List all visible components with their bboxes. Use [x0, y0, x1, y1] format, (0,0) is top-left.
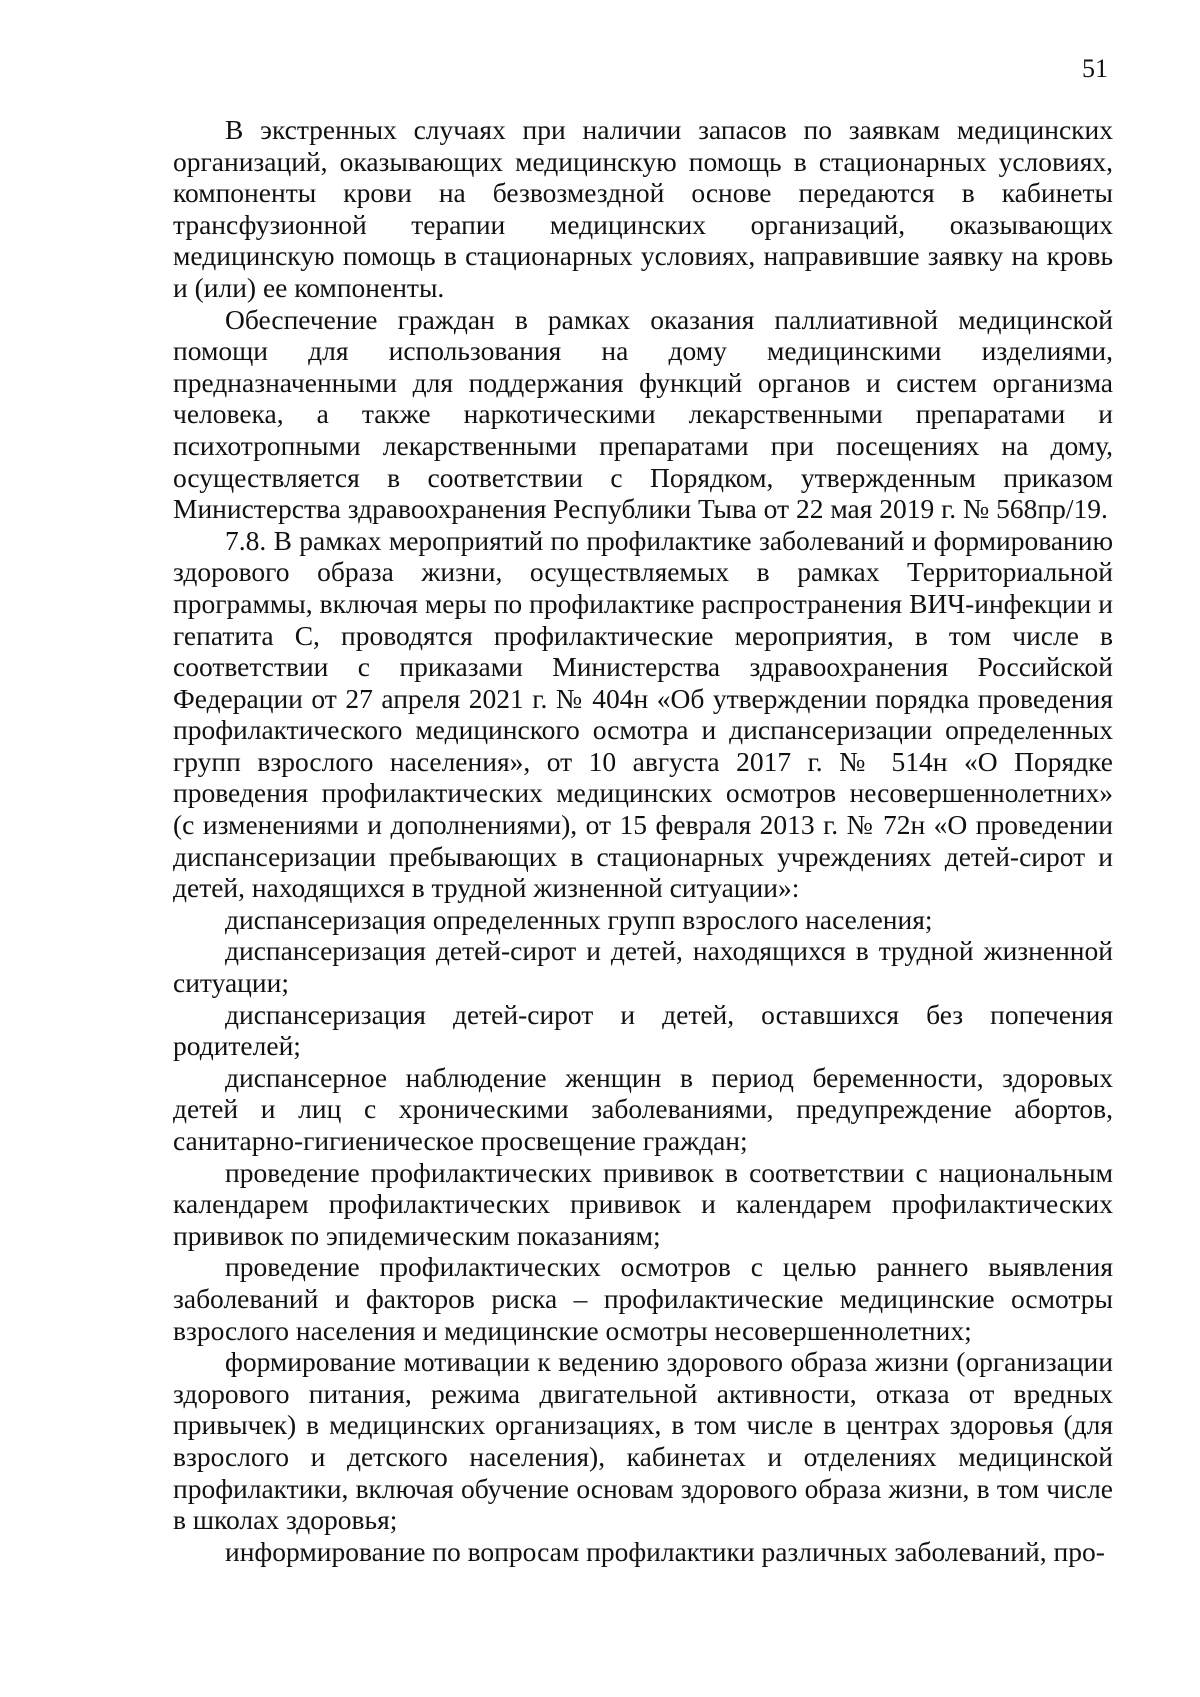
list-item: формирование мотивации к ведению здорового образа жизни (организации здорового питания, режима двигательной активности, отказа от вредных привычек) в медицинских организациях, в том числе в центрах здоровья (для взрослого и детского населения), кабинетах и отделениях медицинской профилактики, включая обучение основам здорового образа жизни, в том числе в школах здоровья;	[173, 1346, 1113, 1536]
paragraph: 7.8. В рамках мероприятий по профилактике заболеваний и формированию здорового образа жизни, осуществляемых в рамках Территориальной программы, включая меры по профилактике распространения ВИЧ-инфекции и гепатита С, проводятся профилактические мероприятия, в том числе в соответствии с приказами Министерства здравоохранения Российской Федерации от 27 апреля 2021 г. № 404н «Об утверждении порядка проведения профилактического медицинского осмотра и диспансеризации определенных групп взрослого населения», от 10 августа 2017 г. № 514н «О Порядке проведения профилактических медицинских осмотров несовершеннолетних» (с изменениями и дополнениями), от 15 февраля 2013 г. № 72н «О проведении диспансеризации пребывающих в стационарных учреждениях детей-сирот и детей, находящихся в трудной жизненной ситуации»:	[173, 524, 1113, 904]
list-item: проведение профилактических осмотров с целью раннего выявления заболеваний и факторов риска – профилактические медицинские осмотры взрослого населения и медицинские осмотры несовершеннолетних;	[173, 1251, 1113, 1346]
paragraph: В экстренных случаях при наличии запасов по заявкам медицинских организаций, оказывающих медицинскую помощь в стационарных условиях, компоненты крови на безвозмездной основе передаются в кабинеты трансфузионной терапии медицинских организаций, оказывающих медицинскую помощь в стационарных условиях, направившие заявку на кровь и (или) ее компоненты.	[173, 114, 1113, 303]
list-item: диспансерное наблюдение женщин в период беременности, здоровых детей и лиц с хроническими заболеваниями, предупреждение абортов, санитарно-гигиеническое просвещение граждан;	[173, 1061, 1113, 1156]
paragraph: Обеспечение граждан в рамках оказания паллиативной медицинской помощи для использования на дому медицинскими изделиями, предназначенными для поддержания функций органов и систем организма человека, а также наркотическими лекарственными препаратами и психотропными лекарственными препаратами при посещениях на дому, осуществляется в соответствии с Порядком, утвержденным приказом Министерства здравоохранения Республики Тыва от 22 мая 2019 г. № 568пр/19.	[173, 303, 1113, 525]
list-item: проведение профилактических прививок в соответствии с национальным календарем профилактических прививок и календарем профилактических прививок по эпидемическим показаниям;	[173, 1156, 1113, 1251]
list-item: диспансеризация определенных групп взрослого населения;	[225, 903, 933, 935]
document-body	[173, 114, 1113, 1567]
list-item: диспансеризация детей-сирот и детей, находящихся в трудной жизненной ситуации;	[173, 935, 1113, 999]
list-item: информирование по вопросам профилактики различных заболеваний, про-	[225, 1535, 1105, 1567]
list-item: диспансеризация детей-сирот и детей, оставшихся без попечения родителей;	[173, 998, 1113, 1062]
page-number: 51	[1082, 54, 1108, 83]
